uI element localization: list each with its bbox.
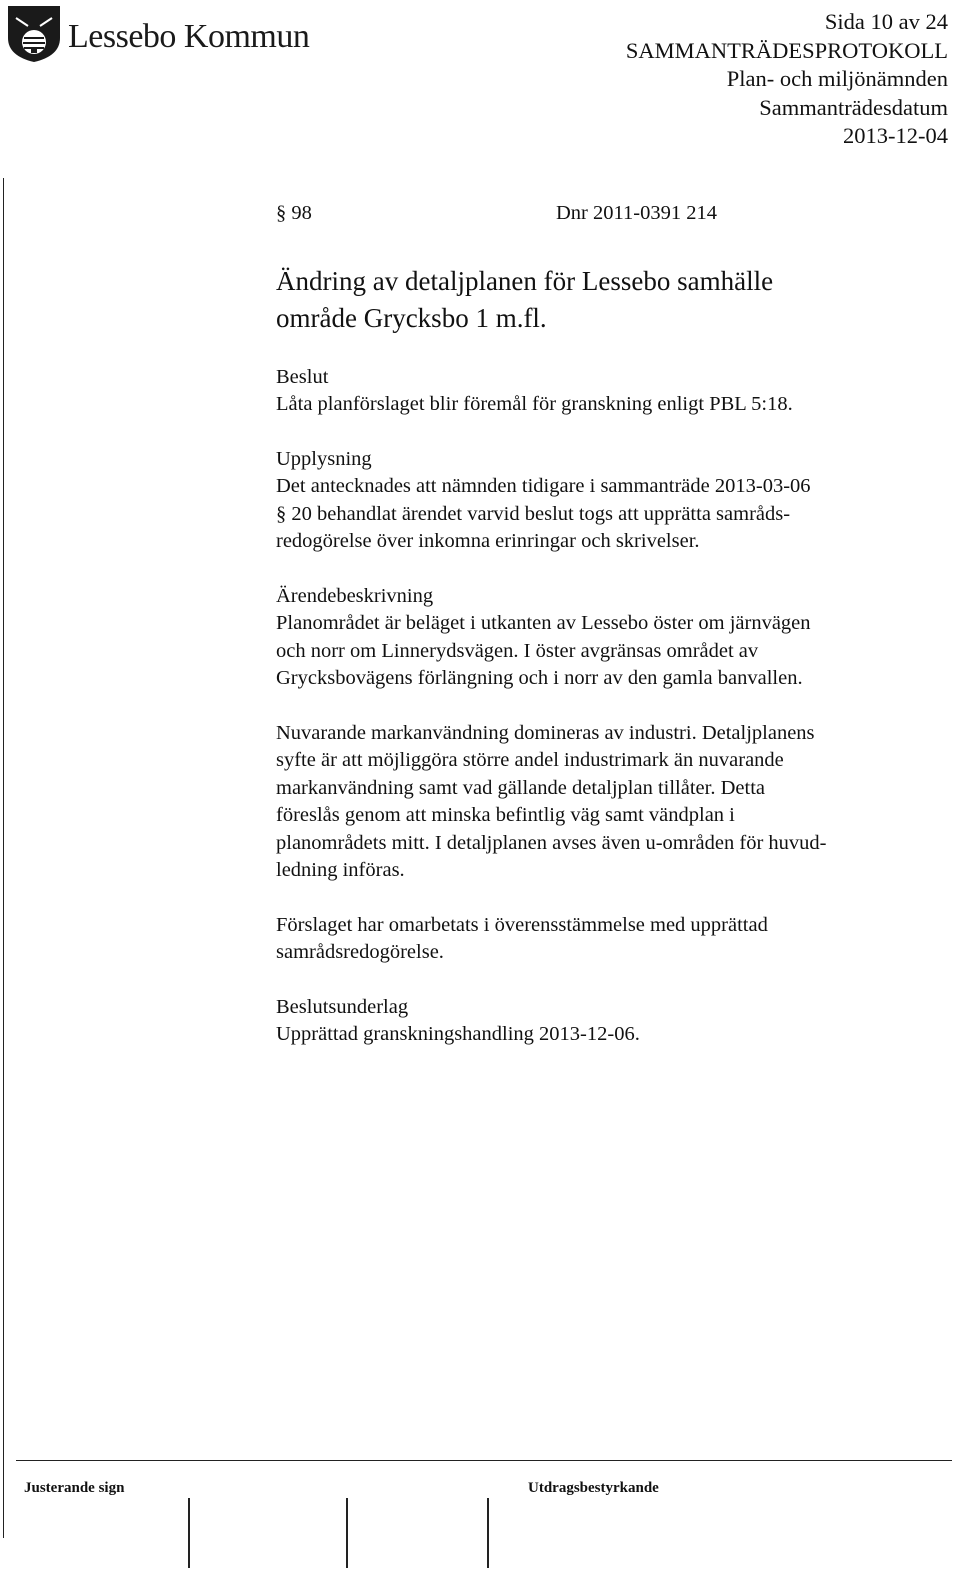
section-heading: Upplysning: [276, 447, 372, 470]
section-arendebeskrivning: Ärendebeskrivning Planområdet är beläget i utkanten av Lessebo öster om järnvägen och norr om Linnerydsvägen. I öster avgränsas området av Grycksbovägens förlängning och i norr av den gamla banvallen.: [276, 583, 936, 693]
document-body: [276, 200, 936, 1049]
justerande-sign-label: Justerande sign: [24, 1480, 125, 1496]
section-beslut: [276, 364, 936, 419]
date-label: Sammanträdesdatum: [759, 94, 948, 120]
committee-name: Plan- och miljönämnden: [726, 66, 948, 91]
item-header: [276, 200, 936, 228]
section-heading: Beslutsunderlag: [276, 995, 409, 1018]
document-header: [626, 8, 948, 151]
section-beslutsunderlag: [276, 994, 936, 1049]
signature-divider: [487, 1498, 489, 1568]
section-text: Upprättad granskningshandling 2013-12-06.: [276, 1023, 640, 1045]
doc-type: SAMMANTRÄDESPROTOKOLL: [625, 37, 948, 63]
utdragsbestyrkande-label: Utdragsbestyrkande: [528, 1480, 659, 1496]
margin-rule: [3, 178, 4, 1538]
page-number: Sida 10 av 24: [824, 9, 948, 34]
signature-divider: [346, 1498, 348, 1568]
section-heading: Beslut: [276, 365, 329, 388]
paragraph-number: § 98: [276, 202, 312, 224]
paragraph-forslaget: Förslaget har omarbetats i överensstämmelse med upprättad samrådsredogörelse.: [276, 913, 768, 963]
footer-rule: [16, 1460, 952, 1461]
dnr: Dnr 2011-0391 214: [556, 202, 717, 224]
logo-wordmark: Lessebo Kommun: [68, 18, 310, 55]
meeting-date: 2013-12-04: [843, 123, 948, 148]
signature-divider: [188, 1498, 190, 1568]
paragraph-markanvandning: Nuvarande markanvändning domineras av industri. Detaljplanens syfte är att möjliggöra större andel industrimark än nuvarande markanvändning samt vad gällande detaljplan tillåter. Detta föreslås genom att minska befintlig väg samt vändplan i planområdets mitt. I detaljplanen avses även u-områden för huvud- ledning införas.: [276, 721, 827, 881]
municipality-logo: [6, 4, 366, 64]
beehive-crest-icon: [6, 4, 62, 64]
section-upplysning: Upplysning Det antecknades att nämnden tidigare i sammanträde 2013-03-06 § 20 behandlat ärendet varvid beslut togs att upprätta samråds- redogörelse över inkomna erinringar och skrivelser.: [276, 446, 936, 556]
section-heading: Ärendebeskrivning: [276, 584, 434, 607]
section-text: Låta planförslaget blir föremål för granskning enligt PBL 5:18.: [276, 393, 793, 415]
item-title: Ändring av detaljplanen för Lessebo samhälle område Grycksbo 1 m.fl.: [276, 265, 774, 333]
